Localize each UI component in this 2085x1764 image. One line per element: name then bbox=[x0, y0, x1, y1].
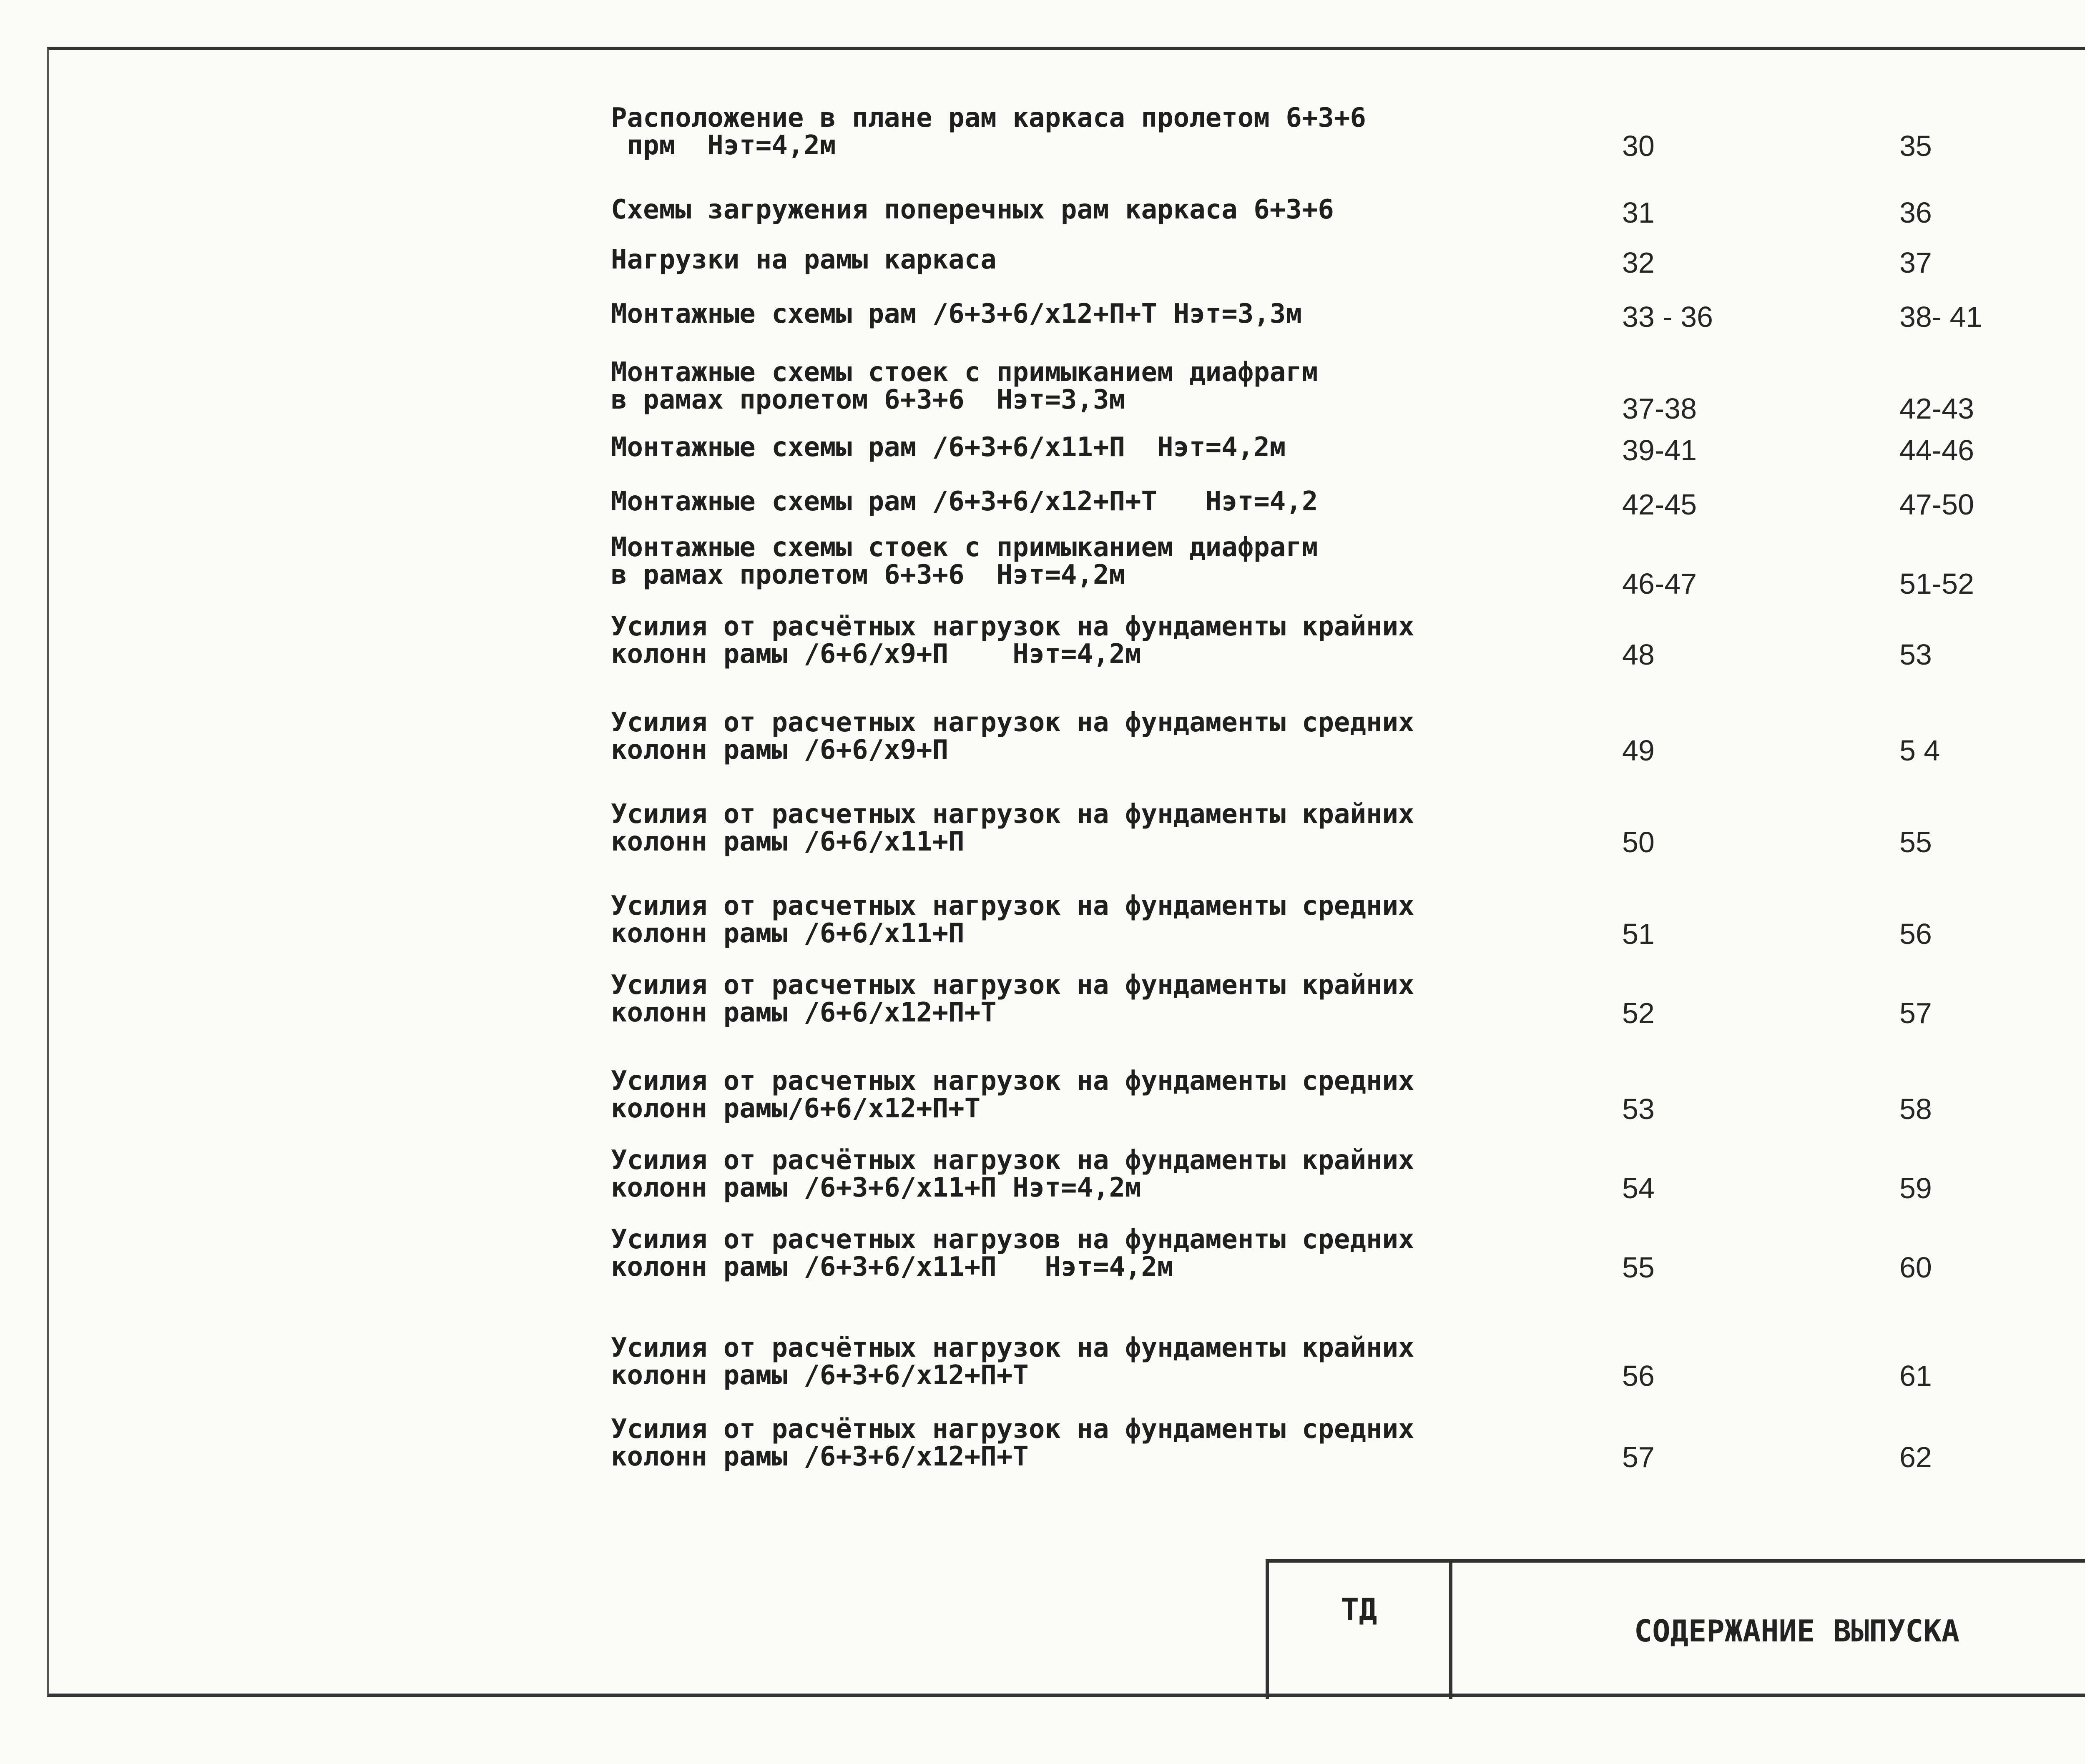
row-sheet-number: 52 bbox=[1622, 997, 1655, 1029]
row-sheet-number: 48 bbox=[1622, 638, 1655, 671]
title-block bbox=[1266, 1559, 2085, 1699]
row-title: Схемы загружения поперечных рам каркаса 6+3+6 bbox=[611, 194, 1334, 225]
row-title: Усилия от расчётных нагрузок на фундаменты крайних колонн рамы /6+3+6/x12+П+Т bbox=[611, 1332, 1414, 1391]
row-page-number: 37 bbox=[1899, 246, 1932, 279]
row-page-number: 57 bbox=[1899, 997, 1932, 1029]
row-page-number: 42-43 bbox=[1899, 392, 1974, 425]
row-page-number: 38- 41 bbox=[1899, 301, 1982, 333]
row-sheet-number: 49 bbox=[1622, 734, 1655, 767]
row-page-number: 35 bbox=[1899, 130, 1932, 162]
row-page-number: 58 bbox=[1899, 1093, 1932, 1125]
row-title: Усилия от расчётных нагрузок на фундаменты средних колонн рамы /6+3+6/x12+П+Т bbox=[611, 1414, 1414, 1472]
row-title: Монтажные схемы рам /6+3+6/x11+П Нэт=4,2м bbox=[611, 432, 1286, 463]
row-page-number: 36 bbox=[1899, 196, 1932, 229]
row-title: Монтажные схемы рам /6+3+6/x12+П+Т Нэт=3,3м bbox=[611, 299, 1302, 329]
row-page-number: 53 bbox=[1899, 638, 1932, 671]
row-title: Усилия от расчетных нагрузок на фундаменты средних колонн рамы /6+6/x9+П bbox=[611, 707, 1414, 765]
row-title: Расположение в плане рам каркаса пролетом 6+3+6 прм Нэт=4,2м bbox=[611, 103, 1366, 161]
row-sheet-number: 30 bbox=[1622, 130, 1655, 162]
row-sheet-number: 32 bbox=[1622, 246, 1655, 279]
row-title: Нагрузки на рамы каркаса bbox=[611, 244, 997, 275]
document-name: СОДЕРЖАНИЕ ВЫПУСКА bbox=[1452, 1563, 2085, 1699]
row-page-number: 47-50 bbox=[1899, 488, 1974, 521]
row-title: Усилия от расчётных нагрузок на фундаменты крайних колонн рамы /6+6/x9+П Нэт=4,2м bbox=[611, 611, 1414, 670]
row-title: Усилия от расчётных нагрузок на фундаменты крайних колонн рамы /6+3+6/x11+П Нэт=4,2м bbox=[611, 1145, 1414, 1203]
row-page-number: 51-52 bbox=[1899, 567, 1974, 600]
row-sheet-number: 54 bbox=[1622, 1172, 1655, 1204]
row-sheet-number: 37-38 bbox=[1622, 392, 1697, 425]
row-title: Усилия от расчетных нагрузок на фундаменты средних колонн рамы/6+6/x12+П+Т bbox=[611, 1066, 1414, 1124]
row-title: Усилия от расчетных нагрузок на фундаменты средних колонн рамы /6+6/x11+П bbox=[611, 891, 1414, 949]
row-title: Монтажные схемы стоек с примыканием диафрагм в рамах пролетом 6+3+6 Нэт=4,2м bbox=[611, 532, 1318, 590]
row-sheet-number: 57 bbox=[1622, 1441, 1655, 1473]
row-title: Усилия от расчетных нагрузок на фундаменты крайних колонн рамы /6+6/x12+П+Т bbox=[611, 970, 1414, 1028]
row-title: Монтажные схемы рам /6+3+6/x12+П+Т Нэт=4,2 bbox=[611, 486, 1318, 517]
row-sheet-number: 33 - 36 bbox=[1622, 301, 1713, 333]
row-sheet-number: 50 bbox=[1622, 826, 1655, 858]
row-page-number: 44-46 bbox=[1899, 434, 1974, 467]
row-title: Усилия от расчетных нагрузов на фундаменты средних колонн рамы /6+3+6/x11+П Нэт=4,2м bbox=[611, 1224, 1414, 1282]
row-sheet-number: 39-41 bbox=[1622, 434, 1697, 467]
row-title: Монтажные схемы стоек с примыканием диафрагм в рамах пролетом 6+3+6 Нэт=3,3м bbox=[611, 357, 1318, 415]
row-page-number: 59 bbox=[1899, 1172, 1932, 1204]
row-title: Усилия от расчетных нагрузок на фундаменты крайних колонн рамы /6+6/x11+П bbox=[611, 799, 1414, 857]
row-page-number: 5 4 bbox=[1899, 734, 1940, 767]
row-page-number: 61 bbox=[1899, 1360, 1932, 1392]
row-sheet-number: 31 bbox=[1622, 196, 1655, 229]
row-sheet-number: 51 bbox=[1622, 918, 1655, 950]
row-sheet-number: 42-45 bbox=[1622, 488, 1697, 521]
row-page-number: 56 bbox=[1899, 918, 1932, 950]
row-sheet-number: 53 bbox=[1622, 1093, 1655, 1125]
row-page-number: 62 bbox=[1899, 1441, 1932, 1473]
row-sheet-number: 56 bbox=[1622, 1360, 1655, 1392]
row-page-number: 55 bbox=[1899, 826, 1932, 858]
section-code: ТД bbox=[1269, 1563, 1452, 1699]
row-sheet-number: 55 bbox=[1622, 1251, 1655, 1284]
row-sheet-number: 46-47 bbox=[1622, 567, 1697, 600]
row-page-number: 60 bbox=[1899, 1251, 1932, 1284]
